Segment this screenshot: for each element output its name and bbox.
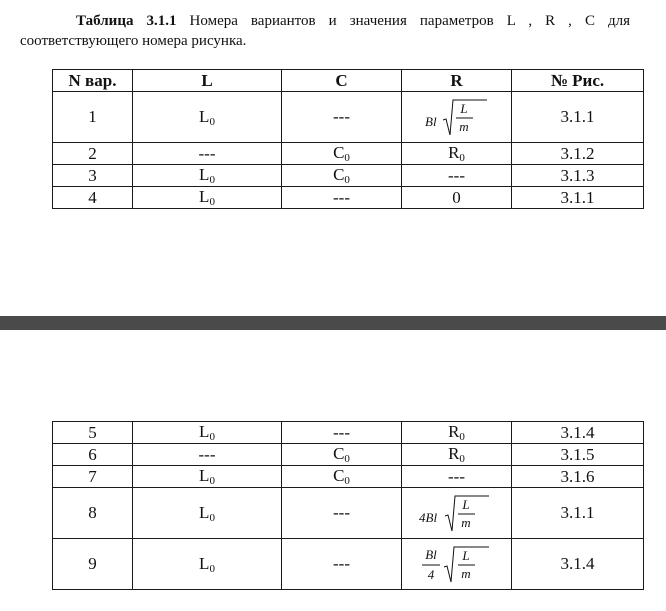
cell-variant: 7: [53, 466, 133, 488]
cell-l-value: L: [199, 165, 210, 184]
cell-r-subscript: 0: [459, 152, 465, 164]
cell-r: [402, 422, 512, 444]
table-row: [53, 466, 644, 488]
cell-c-value: C: [333, 165, 345, 184]
page-divider: [0, 316, 666, 330]
cell-r-value: R: [448, 422, 460, 441]
formula-l: L: [461, 497, 470, 512]
table-row: [53, 92, 644, 143]
cell-figure: 3.1.1: [512, 488, 644, 539]
cell-c: [282, 466, 402, 488]
cell-r-subscript: 0: [459, 453, 465, 465]
cell-figure: 3.1.1: [512, 92, 644, 143]
cell-figure: 3.1.4: [512, 422, 644, 444]
cell-variant: 1: [53, 92, 133, 143]
cell-variant: 8: [53, 488, 133, 539]
cell-c-subscript: 0: [344, 475, 350, 487]
cell-l: [133, 92, 282, 143]
cell-l: [133, 488, 282, 539]
table-row: [53, 488, 644, 539]
cell-c-subscript: 0: [344, 174, 350, 186]
cell-c-subscript: 0: [344, 453, 350, 465]
header-variant: N вар.: [53, 70, 133, 92]
cell-c: [282, 143, 402, 165]
cell-l-subscript: 0: [209, 196, 215, 208]
table-row: [53, 143, 644, 165]
cell-variant: 5: [53, 422, 133, 444]
r-formula-4bl-sqrt: [415, 490, 499, 536]
cell-l-subscript: 0: [209, 475, 215, 487]
cell-r: [402, 444, 512, 466]
cell-r: [402, 488, 512, 539]
formula-bl: Bl: [424, 114, 437, 129]
table-row: [53, 422, 644, 444]
formula-l: L: [459, 101, 468, 116]
cell-r: [402, 539, 512, 590]
cell-l: ---: [133, 444, 282, 466]
caption-label: Таблица 3.1.1: [76, 13, 177, 29]
cell-figure: 3.1.1: [512, 187, 644, 209]
cell-c: ---: [282, 422, 402, 444]
table-caption: [20, 11, 630, 51]
table-row: [53, 539, 644, 590]
header-figure: № Рис.: [512, 70, 644, 92]
cell-l: [133, 466, 282, 488]
cell-c: [282, 165, 402, 187]
cell-figure: 3.1.5: [512, 444, 644, 466]
cell-r: ---: [402, 165, 512, 187]
cell-figure: 3.1.6: [512, 466, 644, 488]
cell-variant: 3: [53, 165, 133, 187]
cell-variant: 4: [53, 187, 133, 209]
cell-c: ---: [282, 187, 402, 209]
table-row: [53, 165, 644, 187]
cell-l-subscript: 0: [209, 431, 215, 443]
formula-four: 4: [427, 567, 434, 582]
formula-l: L: [461, 548, 470, 563]
variants-table-bottom: [52, 421, 644, 590]
r-formula-bl-sqrt: [417, 94, 497, 140]
cell-l: ---: [133, 143, 282, 165]
cell-l-value: L: [199, 187, 210, 206]
cell-r: ---: [402, 466, 512, 488]
cell-figure: 3.1.4: [512, 539, 644, 590]
formula-m: m: [460, 566, 471, 581]
cell-l: [133, 187, 282, 209]
cell-l: [133, 539, 282, 590]
caption-line-2: соответствующего номера рисунка.: [20, 33, 247, 49]
cell-l-value: L: [199, 502, 210, 522]
cell-l-subscript: 0: [209, 174, 215, 186]
cell-c-subscript: 0: [344, 152, 350, 164]
cell-c-value: C: [333, 466, 345, 485]
cell-l-value: L: [199, 106, 210, 126]
cell-l-subscript: 0: [209, 511, 215, 524]
cell-r: [402, 92, 512, 143]
formula-m: m: [458, 119, 469, 134]
formula-bl: Bl: [424, 547, 437, 562]
cell-r-value: R: [448, 444, 460, 463]
cell-c: ---: [282, 539, 402, 590]
header-c: C: [282, 70, 402, 92]
cell-c: ---: [282, 92, 402, 143]
cell-figure: 3.1.2: [512, 143, 644, 165]
variants-table-top: [52, 69, 644, 209]
formula-m: m: [460, 515, 471, 530]
cell-l: [133, 422, 282, 444]
cell-figure: 3.1.3: [512, 165, 644, 187]
cell-c: ---: [282, 488, 402, 539]
cell-l-value: L: [199, 553, 210, 573]
cell-l: [133, 165, 282, 187]
cell-variant: 6: [53, 444, 133, 466]
cell-c: [282, 444, 402, 466]
caption-line-1-text: Номера вариантов и значения параметров L , R , C для: [189, 13, 630, 29]
cell-c-value: C: [333, 143, 345, 162]
header-l: L: [133, 70, 282, 92]
r-formula-bl-over-4-sqrt: [417, 541, 497, 587]
cell-c-value: C: [333, 444, 345, 463]
formula-4bl: 4Bl: [418, 510, 437, 525]
table-row: [53, 187, 644, 209]
cell-l-value: L: [199, 466, 210, 485]
header-r: R: [402, 70, 512, 92]
cell-r: [402, 143, 512, 165]
cell-r-subscript: 0: [459, 431, 465, 443]
cell-r: 0: [402, 187, 512, 209]
cell-l-value: L: [199, 422, 210, 441]
table-row: [53, 444, 644, 466]
cell-r-value: R: [448, 143, 460, 162]
cell-variant: 9: [53, 539, 133, 590]
caption-line-1: [20, 11, 630, 31]
table-header-row: [53, 70, 644, 92]
cell-variant: 2: [53, 143, 133, 165]
cell-l-subscript: 0: [209, 562, 215, 575]
cell-l-subscript: 0: [209, 115, 215, 128]
